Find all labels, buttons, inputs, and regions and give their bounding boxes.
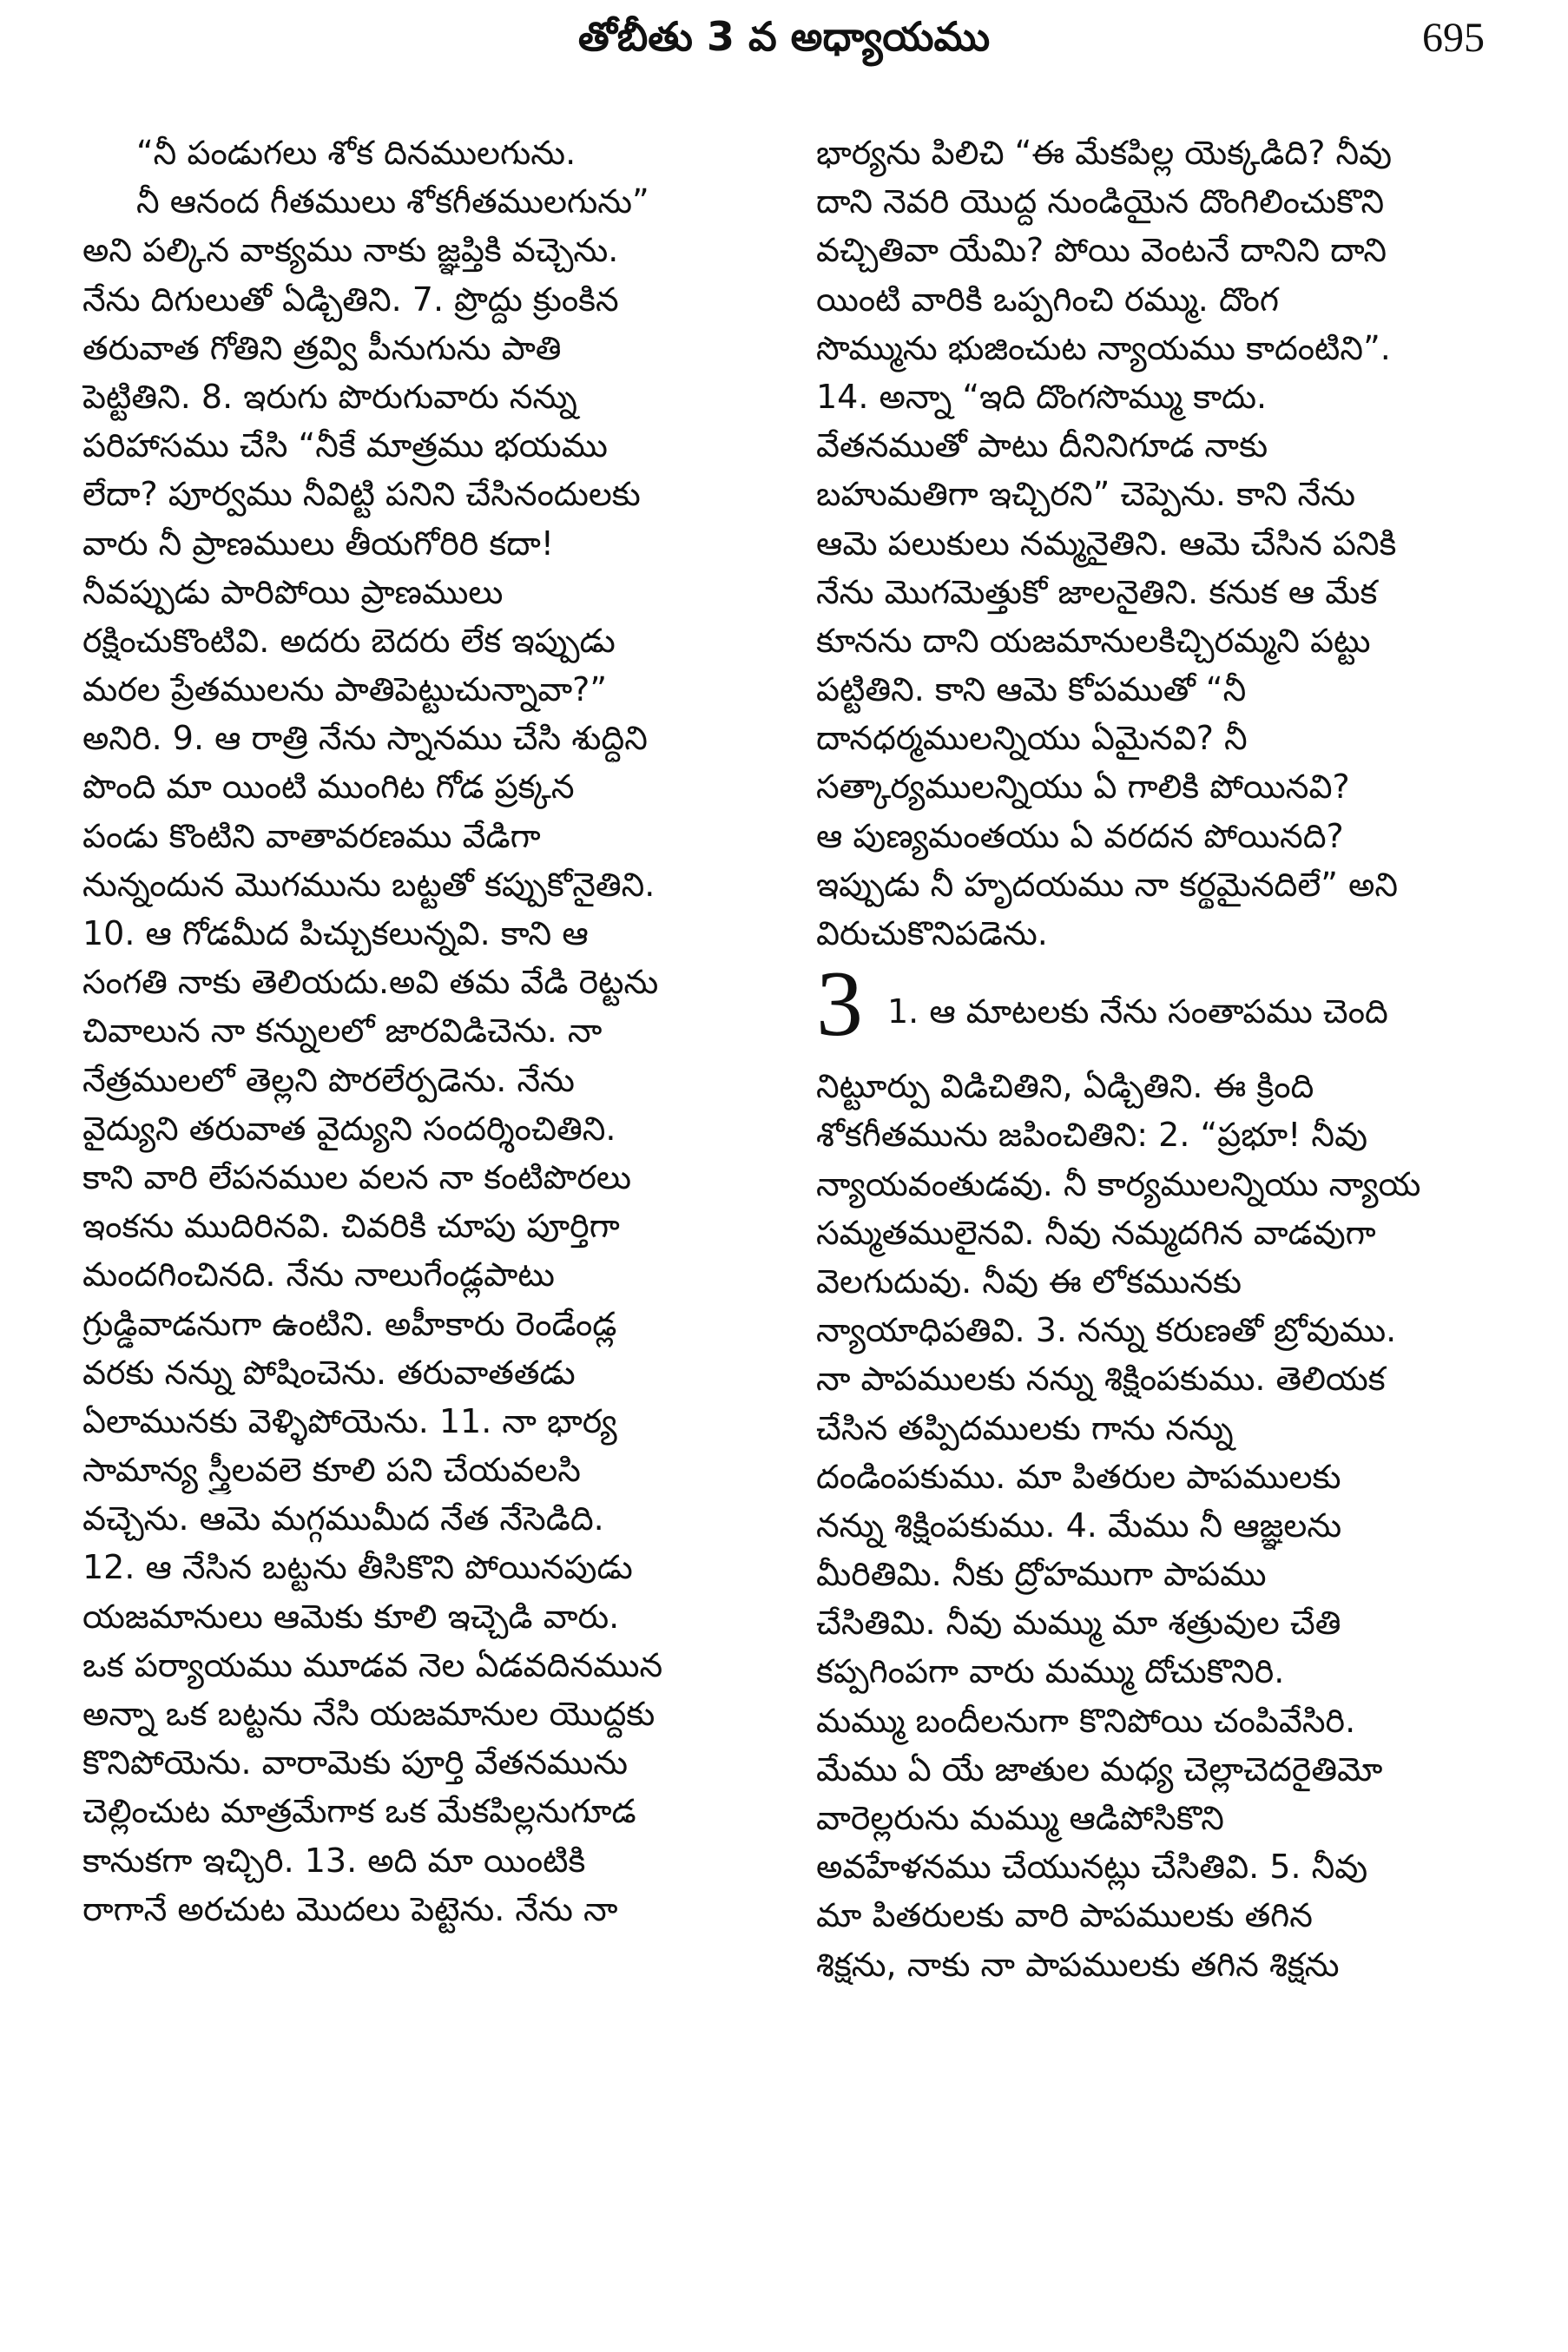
text-line: నన్ను శిక్షింపకుము. 4. మేము నీ ఆజ్ఞలను — [816, 1505, 1342, 1545]
text-line: అని పల్కిన వాక్యము నాకు జ్ఞప్తికి వచ్చెను. — [82, 231, 619, 270]
right-column — [816, 128, 1506, 1989]
page-header — [0, 0, 1568, 82]
text-line: వేతనముతో పాటు దీనినిగూడ నాకు — [816, 426, 1268, 465]
text-line: చెల్లించుట మాత్రమేగాక ఒక మేకపిల్లనుగూడ — [82, 1792, 636, 1831]
text-line: నేత్రములలో తెల్లని పొరలేర్పడెను. నేను — [82, 1060, 575, 1099]
text-line: వెలగుదువు. నీవు ఈ లోకమునకు — [816, 1262, 1242, 1301]
left-column — [82, 128, 773, 1934]
text-line: చేసితిమి. నీవు మమ్ము మా శత్రువుల చేతి — [816, 1604, 1341, 1643]
text-line: “నీ పండుగలు శోక దినములగును. — [136, 134, 576, 172]
text-line: కానుకగా ఇచ్చిరి. 13. అది మా యింటికి — [82, 1841, 586, 1880]
text-line: చేసిన తప్పిదములకు గాను నన్ను — [816, 1408, 1234, 1447]
text-line: నిట్టూర్పు విడిచితిని, ఏడ్చితిని. ఈ క్రింది — [816, 1067, 1314, 1106]
text-line: ఇంకను ముదిరినవి. చివరికి చూపు పూర్తిగా — [82, 1207, 620, 1246]
text-line: యింటి వారికి ఒప్పగించి రమ్ము. దొంగ — [816, 280, 1280, 319]
text-line: వారెల్లరును మమ్ము ఆడిపోసికొని — [816, 1799, 1224, 1837]
text-line: వైద్యుని తరువాత వైద్యుని సందర్శించితిని. — [82, 1109, 616, 1148]
text-line: అవహేళనము చేయునట్లు చేసితివి. 5. నీవు — [816, 1848, 1368, 1887]
text-line: వచ్చితివా యేమి? పోయి వెంటనే దానిని దాని — [816, 231, 1387, 270]
text-line: మా పితరులకు వారి పాపములకు తగిన — [816, 1896, 1313, 1935]
text-line: వరకు నన్ను పోషించెను. తరువాతతడు — [82, 1353, 576, 1392]
text-line: నేను మొగమెత్తుకో జాలనైతిని. కనుక ఆ మేక — [816, 572, 1378, 611]
text-line: దండింపకుము. మా పితరుల పాపములకు — [816, 1457, 1341, 1496]
page-number: 695 — [1422, 15, 1485, 61]
text-line: వచ్చెను. ఆమె మగ్గముమీద నేత నేసెడిది. — [82, 1499, 604, 1538]
text-line: నేను దిగులుతో ఏడ్చితిని. 7. ప్రొద్దు క్రుంకిన — [82, 280, 619, 319]
text-line: సత్కార్యములన్నియు ఏ గాలికి పోయినవి? — [816, 768, 1350, 807]
text-line: అన్నా ఒక బట్టను నేసి యజమానుల యొద్దకు — [82, 1695, 656, 1733]
text-line: కాని వారి లేపనముల వలన నా కంటిపొరలు — [82, 1157, 631, 1196]
running-title: తోబీతు 3 వ అధ్యాయము — [577, 13, 991, 60]
text-line: మీరితిమి. నీకు ద్రోహముగా పాపము — [816, 1555, 1267, 1594]
text-line: ఇప్పుడు నీ హృదయము నా కర్థమైనదిలే” అని — [816, 865, 1399, 904]
chapter-number: 3 — [816, 958, 863, 1057]
text-line: చివాలున నా కన్నులలో జారవిడిచెను. నా — [82, 1011, 603, 1051]
text-line: కప్పగింపగా వారు మమ్ము దోచుకొనిరి. — [816, 1652, 1285, 1691]
text-line: అనిరి. 9. ఆ రాత్రి నేను స్నానము చేసి శుద్ధిని — [82, 719, 648, 758]
text-line: భార్యను పిలిచి “ఈ మేకపిల్ల యెక్కడిది? నీవు — [816, 134, 1393, 172]
text-line: రక్షించుకొంటివి. అదరు బెదరు లేక ఇప్పుడు — [82, 621, 616, 660]
text-line: దాని నెవరి యొద్ద నుండియైన దొంగిలించుకొని — [816, 182, 1385, 221]
text-line: దానధర్మములన్నియు ఏమైనవి? నీ — [816, 719, 1248, 758]
text-line: సమ్మతములైనవి. నీవు నమ్మదగిన వాడవుగా — [816, 1213, 1376, 1252]
text-line: శిక్షను, నాకు నా పాపములకు తగిన శిక్షను — [816, 1945, 1340, 1984]
text-line: పట్టితిని. కాని ఆమె కోపముతో “నీ — [816, 670, 1247, 709]
text-line: గ్రుడ్డివాడనుగా ఉంటిని. అహీకారు రెండేండ్ల — [82, 1304, 617, 1343]
text-line: పొంది మా యింటి ముంగిట గోడ ప్రక్కన — [82, 768, 575, 807]
text-line: నున్నందున మొగమును బట్టతో కప్పుకోనైతిని. — [82, 865, 656, 904]
chapter-start — [816, 958, 1506, 1062]
text-line: శోకగీతమును జపించితిని: 2. “ప్రభూ! నీవు — [816, 1116, 1367, 1155]
text-line: మరల ప్రేతములను పాతిపెట్టుచున్నావా?” — [82, 670, 608, 709]
text-line: పరిహాసము చేసి “నీకే మాత్రము భయము — [82, 426, 608, 465]
text-line: మేము ఏ యే జాతుల మధ్య చెల్లాచెదరైతిమో — [816, 1749, 1383, 1789]
text-line: మమ్ము బందీలనుగా కొనిపోయి చంపివేసిరి. — [816, 1701, 1356, 1740]
right-column-text-after-chapter — [816, 1062, 1506, 1989]
text-line: ఆమె పలుకులు నమ్మనైతిని. ఆమె చేసిన పనికి — [816, 524, 1397, 563]
text-line: ఆ పుణ్యమంతయు ఏ వరదన పోయినది? — [816, 816, 1344, 855]
text-line: పండు కొంటిని వాతావరణము వేడిగా — [82, 816, 541, 855]
text-line: ఏలామునకు వెళ్ళిపోయెను. 11. నా భార్య — [82, 1401, 617, 1440]
text-line: బహుమతిగా ఇచ్చిరని” చెప్పెను. కాని నేను — [816, 475, 1356, 514]
text-line: సామాన్య స్త్రీలవలె కూలి పని చేయవలసి — [82, 1451, 581, 1490]
text-line: రాగానే అరచుట మొదలు పెట్టెను. నేను నా — [82, 1889, 618, 1928]
text-line: న్యాయవంతుడవు. నీ కార్యములన్నియు న్యాయ — [816, 1164, 1421, 1203]
text-line: నీ ఆనంద గీతములు శోకగీతములగును” — [136, 182, 649, 221]
text-line: న్యాయాధిపతివి. 3. నన్ను కరుణతో బ్రోవుము. — [816, 1311, 1397, 1350]
text-line: యజమానులు ఆమెకు కూలి ఇచ్చెడి వారు. — [82, 1597, 620, 1636]
text-line: తరువాత గోతిని త్రవ్వి పీనుగును పాతి — [82, 328, 562, 367]
text-line: విరుచుకొనిపడెను. — [816, 914, 1048, 952]
text-line: కొనిపోయెను. వారామెకు పూర్తి వేతనమును — [82, 1743, 629, 1782]
text-line: 12. ఆ నేసిన బట్టను తీసికొని పోయినపుడు — [82, 1548, 633, 1587]
text-line: సొమ్మును భుజించుట న్యాయము కాదంటిని”. — [816, 328, 1391, 367]
text-line: సంగతి నాకు తెలియదు.అవి తమ వేడి రెట్టను — [82, 963, 659, 1002]
text-line: కూనను దాని యజమానులకిచ్చిరమ్మని పట్టు — [816, 621, 1371, 660]
text-line: ఒక పర్యాయము మూడవ నెల ఏడవదినమున — [82, 1645, 663, 1684]
text-line: నీవప్పుడు పారిపోయి ప్రాణములు — [82, 572, 504, 611]
right-column-text-before-chapter — [816, 128, 1506, 958]
text-line: లేదా? పూర్వము నీవిట్టి పనిని చేసినందులకు — [82, 475, 641, 514]
text-line: మందగించినది. నేను నాలుగేండ్లపాటు — [82, 1255, 555, 1295]
text-line: పెట్టితిని. 8. ఇరుగు పొరుగువారు నన్ను — [82, 377, 577, 416]
text-line: వారు నీ ప్రాణములు తీయగోరిరి కదా! — [82, 524, 554, 563]
chapter-first-line: 1. ఆ మాటలకు నేను సంతాపము చెంది — [887, 992, 1388, 1031]
text-line: 10. ఆ గోడమీద పిచ్చుకలున్నవి. కాని ఆ — [82, 914, 589, 952]
text-line: 14. అన్నా “ఇది దొంగసొమ్ము కాదు. — [816, 377, 1268, 416]
text-line: నా పాపములకు నన్ను శిక్షింపకుము. తెలియక — [816, 1360, 1386, 1399]
